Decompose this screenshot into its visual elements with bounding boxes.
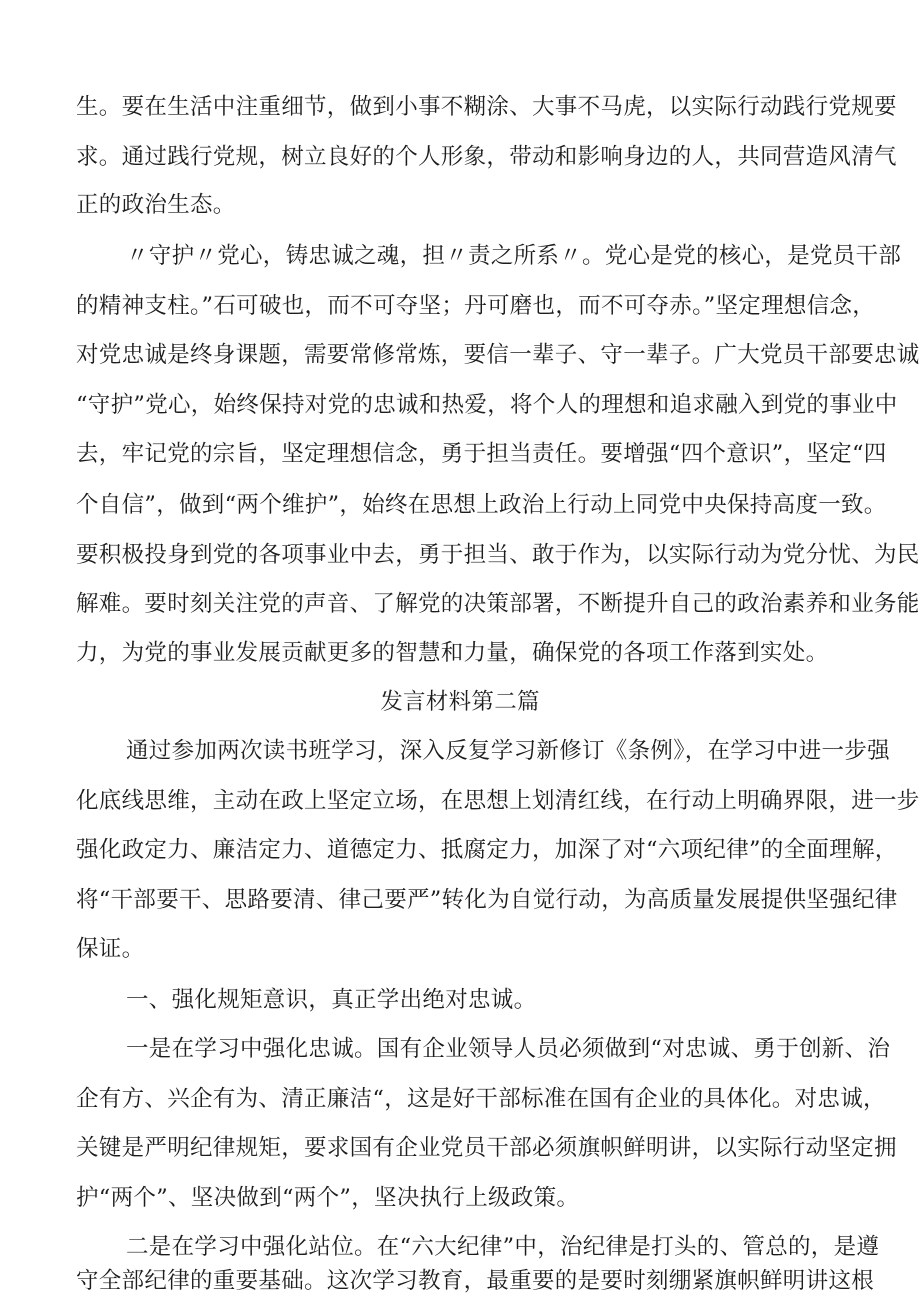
paragraph-line: 正的政治生态。 bbox=[76, 192, 236, 218]
paragraph-line: 将“干部要干、思路要清、律己要严”转化为自觉行动，为高质量发展提供坚强纪律 bbox=[76, 887, 898, 913]
paragraph-line: 〃守护〃党心，铸忠诚之魂，担〃责之所系〃。党心是党的核心，是党员干部 bbox=[126, 243, 902, 269]
paragraph-line: 解难。要时刻关注党的声音、了解党的决策部署，不断提升自己的政治素养和业务能 bbox=[76, 591, 920, 617]
paragraph-line: 化底线思维，主动在政上坚定立场，在思想上划清红线，在行动上明确界限，进一步 bbox=[76, 788, 920, 814]
paragraph-line: 保证。 bbox=[76, 936, 145, 962]
paragraph-line: 去，牢记党的宗旨，坚定理想信念，勇于担当责任。要增强“四个意识”，坚定“四 bbox=[76, 441, 887, 467]
paragraph-line: 个自信”，做到“两个维护”，始终在思想上政治上行动上同党中央保持高度一致。 bbox=[76, 492, 887, 518]
paragraph-line: 强化政定力、廉洁定力、道德定力、抵腐定力，加深了对“六项纪律”的全面理解， bbox=[76, 837, 898, 863]
paragraph-line: 企有方、兴企有为、清正廉洁“，这是好干部标准在国有企业的具体化。对忠诚， bbox=[76, 1086, 886, 1112]
paragraph-line: 守全部纪律的重要基础。这次学习教育，最重要的是要时刻绷紧旗帜鲜明讲这根 bbox=[76, 1268, 875, 1294]
paragraph-line: 关键是严明纪律规矩，要求国有企业党员干部必须旗帜鲜明讲，以实际行动坚定拥 bbox=[76, 1135, 897, 1161]
paragraph-line: 一是在学习中强化忠诚。国有企业领导人员必须做到“对忠诚、勇于创新、治 bbox=[126, 1036, 891, 1062]
paragraph-line: 要积极投身到党的各项事业中去，勇于担当、敢于作为，以实际行动为党分忧、为民 bbox=[76, 542, 920, 568]
paragraph-line: 力，为党的事业发展贡献更多的智慧和力量，确保党的各项工作落到实处。 bbox=[76, 640, 829, 666]
paragraph-line: “守护”党心，始终保持对党的忠诚和热爱，将个人的理想和追求融入到党的事业中 bbox=[76, 392, 898, 418]
section-heading: 发言材料第二篇 bbox=[380, 689, 540, 715]
paragraph-line: 生。要在生活中注重细节，做到小事不糊涂、大事不马虎，以实际行动践行党规要 bbox=[76, 94, 897, 120]
paragraph-line: 求。通过践行党规，树立良好的个人形象，带动和影响身边的人，共同营造风清气 bbox=[76, 144, 897, 170]
subheading: 一、强化规矩意识，真正学出绝对忠诚。 bbox=[126, 987, 537, 1013]
paragraph-line: 二是在学习中强化站位。在“六大纪律”中，治纪律是打头的、管总的，是遵 bbox=[126, 1234, 880, 1260]
paragraph-line: 对党忠诚是终身课题，需要常修常炼，要信一辈子、守一辈子。广大党员干部要忠诚 bbox=[76, 342, 920, 368]
paragraph-line: 通过参加两次读书班学习，深入反复学习新修订《条例》，在学习中进一步强 bbox=[126, 738, 890, 764]
paragraph-line: 护“两个”、坚决做到“两个”，坚决执行上级政策。 bbox=[76, 1185, 580, 1211]
paragraph-line: 的精神支柱。”石可破也，而不可夺坚；丹可磨也，而不可夺赤。”坚定理想信念， bbox=[76, 293, 876, 319]
